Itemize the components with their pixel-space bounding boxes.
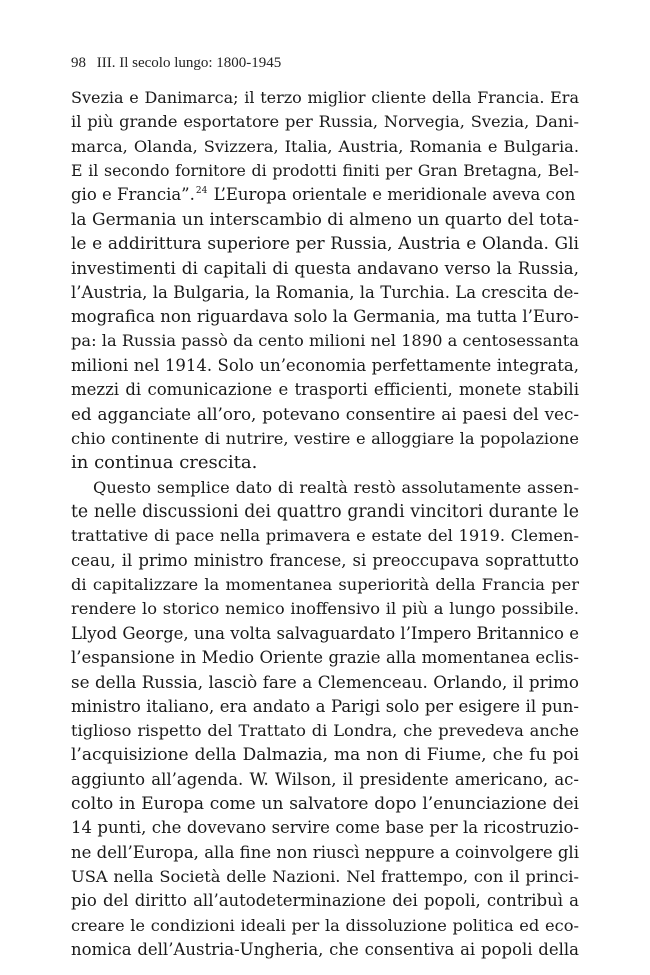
text-line: mografica non riguardava solo la Germania, ma tutta l’Euro- — [71, 307, 579, 327]
text-line: l’Austria, la Bulgaria, la Romania, la Turchia. La crescita de- — [71, 282, 579, 302]
text-line: Svezia e Danimarca; il terzo miglior cliente della Francia. Era — [71, 88, 579, 107]
text-line: investimenti di capitali di questa andavano verso la Russia, — [71, 258, 579, 279]
text-line: ceau, il primo ministro francese, si preoccupava soprattutto — [71, 550, 579, 570]
text-line: pio del diritto all’autodeterminazione dei popoli, contribuì a — [71, 891, 579, 911]
text-line: ministro italiano, era andato a Parigi solo per esigere il pun- — [71, 696, 579, 716]
text-line: ne dell’Europa, alla fine non riuscì neppure a coinvolgere gli — [71, 842, 579, 862]
text-line: il più grande esportatore per Russia, Norvegia, Svezia, Dani- — [71, 112, 579, 132]
text-line: creare le condizioni ideali per la dissoluzione politica ed eco- — [71, 915, 579, 935]
text-line: milioni nel 1914. Solo un’economia perfettamente integrata, — [71, 355, 579, 375]
text-line: nomica dell’Austria-Ungheria, che consentiva ai popoli della — [71, 940, 579, 960]
text-line: USA nella Società delle Nazioni. Nel frattempo, con il princi- — [71, 867, 579, 886]
text-line: la Germania un interscambio di almeno un quarto del tota- — [71, 209, 579, 230]
footnote-marker: 24 — [195, 186, 208, 197]
text-line: pa: la Russia passò da cento milioni nel 1890 a centosessanta — [71, 331, 579, 351]
text-line: se della Russia, lasciò fare a Clemenceau. Orlando, il primo — [71, 672, 579, 693]
text-line — [71, 183, 579, 207]
text-line: l’espansione in Medio Oriente grazie alla momentanea eclis- — [71, 647, 579, 667]
text-line: di capitalizzare la momentanea superiorità della Francia per — [71, 574, 579, 594]
text-fragment: gio e Francia”. — [71, 185, 195, 205]
text-line: aggiunto all’agenda. W. Wilson, il presidente americano, ac- — [71, 769, 579, 789]
text-line: Questo semplice dato di realtà restò assolutamente assen- — [93, 477, 579, 497]
text-line: te nelle discussioni dei quattro grandi vincitori durante le — [71, 501, 579, 522]
chapter-title: III. Il secolo lungo: 1800-1945 — [96, 55, 282, 71]
text-line: in continua crescita. — [71, 452, 258, 474]
text-line: 14 punti, che dovevano servire come base per la ricostruzio- — [71, 818, 579, 838]
text-line: E il secondo fornitore di prodotti finiti per Gran Bretagna, Bel- — [71, 161, 579, 181]
text-line: l’acquisizione della Dalmazia, ma non di Fiume, che fu poi — [71, 745, 579, 766]
text-fragment: L’Europa orientale e meridionale aveva con — [208, 185, 576, 205]
text-line: ed agganciate all’oro, potevano consentire ai paesi del vec- — [71, 404, 579, 425]
page-number: 98 — [71, 55, 86, 71]
body-text — [71, 86, 579, 962]
text-line: Llyod George, una volta salvaguardato l’Impero Britannico e — [71, 623, 579, 643]
text-line: tiglioso rispetto del Trattato di Londra, che prevedeva anche — [71, 720, 579, 740]
text-line: rendere lo storico nemico inoffensivo il più a lungo possibile. — [71, 599, 579, 619]
text-line: mezzi di comunicazione e trasporti efficienti, monete stabili — [71, 380, 579, 400]
text-line: chio continente di nutrire, vestire e alloggiare la popolazione — [71, 428, 579, 448]
running-head — [71, 55, 281, 72]
text-line: marca, Olanda, Svizzera, Italia, Austria, Romania e Bulgaria. — [71, 136, 579, 156]
text-line: trattative di pace nella primavera e estate del 1919. Clemen- — [71, 526, 579, 546]
text-line: le e addirittura superiore per Russia, Austria e Olanda. Gli — [71, 234, 579, 255]
text-line: colto in Europa come un salvatore dopo l’enunciazione dei — [71, 793, 579, 814]
